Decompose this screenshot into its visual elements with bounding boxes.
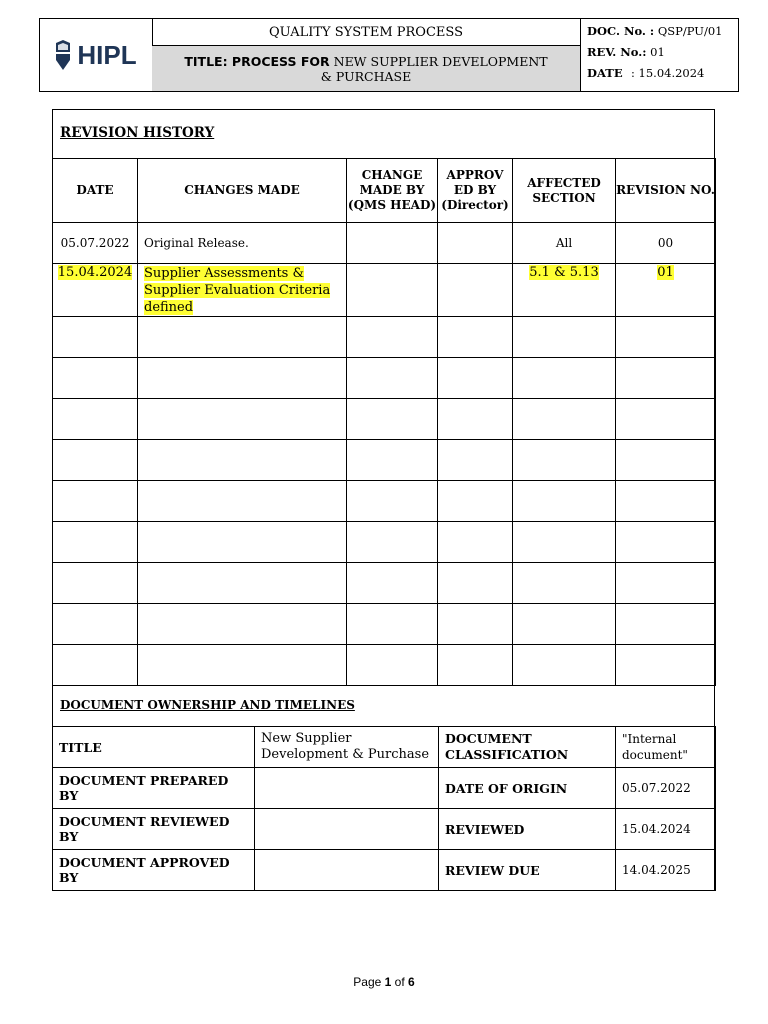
- page-current: 1: [384, 975, 392, 989]
- ownership-row: [53, 727, 716, 768]
- col-affected: AFFECTED SECTION: [513, 159, 616, 223]
- row-affected: 5.1 & 5.13: [529, 265, 599, 280]
- doc-meta: [581, 19, 738, 91]
- row-date: 15.04.2024: [57, 265, 133, 280]
- company-logo: [55, 40, 136, 71]
- empty-row: [53, 604, 716, 645]
- row-revision: 01: [657, 265, 674, 280]
- col-revision: REVISION NO.: [616, 159, 716, 223]
- empty-row: [53, 399, 716, 440]
- document-title: [152, 46, 580, 91]
- row-change-by: [347, 264, 438, 317]
- system-title: QUALITY SYSTEM PROCESS: [152, 19, 580, 46]
- empty-row: [53, 522, 716, 563]
- reviewed-by-label: DOCUMENT REVIEWED BY: [53, 809, 255, 850]
- ownership-title: DOCUMENT OWNERSHIP AND TIMELINES: [60, 698, 355, 712]
- row-changes: Original Release.: [138, 223, 347, 264]
- page-prefix: Page: [353, 975, 382, 989]
- empty-row: [53, 317, 716, 358]
- reviewed-value: 15.04.2024: [616, 809, 716, 850]
- logo-text: HIPL: [77, 39, 137, 70]
- empty-row: [53, 563, 716, 604]
- reviewed-label: REVIEWED: [439, 809, 616, 850]
- col-change-by: CHANGE MADE BY (QMS HEAD): [347, 159, 438, 223]
- shield-icon: [55, 40, 71, 70]
- page-of: of: [394, 975, 405, 989]
- col-changes: CHANGES MADE: [138, 159, 347, 223]
- table-row: [53, 223, 716, 264]
- document-header: [39, 18, 739, 92]
- ownership-row: [53, 850, 716, 891]
- approved-by-value: [255, 850, 439, 891]
- revision-history-title: REVISION HISTORY: [60, 125, 215, 141]
- classification-value: "Internal document": [616, 727, 716, 768]
- empty-row: [53, 481, 716, 522]
- col-date: DATE: [53, 159, 138, 223]
- date-value: : 15.04.2024: [631, 66, 705, 80]
- prepared-by-value: [255, 768, 439, 809]
- logo-cell: [40, 19, 153, 91]
- rev-no-value: 01: [650, 45, 665, 59]
- ownership-table: [52, 726, 716, 891]
- title-value: New Supplier Development & Purchase: [255, 727, 439, 768]
- row-approved-by: [438, 264, 513, 317]
- empty-row: [53, 645, 716, 686]
- revision-page-box: [52, 109, 715, 891]
- prepared-by-label: DOCUMENT PREPARED BY: [53, 768, 255, 809]
- row-approved-by: [438, 223, 513, 264]
- title-line2: & PURCHASE: [320, 68, 412, 84]
- empty-row: [53, 358, 716, 399]
- page-number: [0, 975, 768, 989]
- doc-no-label: DOC. No. :: [587, 24, 655, 38]
- row-changes: Supplier Assessments & Supplier Evaluation Criteria defined: [144, 266, 331, 315]
- title-block: [152, 19, 581, 91]
- review-due-label: REVIEW DUE: [439, 850, 616, 891]
- classification-label: DOCUMENT CLASSIFICATION: [439, 727, 616, 768]
- doc-no-value: QSP/PU/01: [657, 24, 723, 38]
- revision-header-row: [53, 159, 716, 223]
- date-of-origin-value: 05.07.2022: [616, 768, 716, 809]
- review-due-value: 14.04.2025: [616, 850, 716, 891]
- empty-row: [53, 440, 716, 481]
- date-label: DATE: [587, 66, 623, 80]
- rev-no-label: REV. No.:: [587, 45, 647, 59]
- title-line1: NEW SUPPLIER DEVELOPMENT: [333, 53, 548, 69]
- table-row: [53, 264, 716, 317]
- ownership-row: [53, 809, 716, 850]
- date-of-origin-label: DATE OF ORIGIN: [439, 768, 616, 809]
- title-prefix: TITLE: PROCESS FOR: [184, 53, 330, 69]
- ownership-row: [53, 768, 716, 809]
- row-change-by: [347, 223, 438, 264]
- title-label: TITLE: [53, 727, 255, 768]
- row-revision: 00: [616, 223, 716, 264]
- reviewed-by-value: [255, 809, 439, 850]
- page-total: 6: [408, 975, 415, 989]
- row-date: 05.07.2022: [53, 223, 138, 264]
- row-affected: All: [513, 223, 616, 264]
- col-approved-by: APPROV ED BY (Director): [438, 159, 513, 223]
- approved-by-label: DOCUMENT APPROVED BY: [53, 850, 255, 891]
- revision-table: [52, 158, 716, 686]
